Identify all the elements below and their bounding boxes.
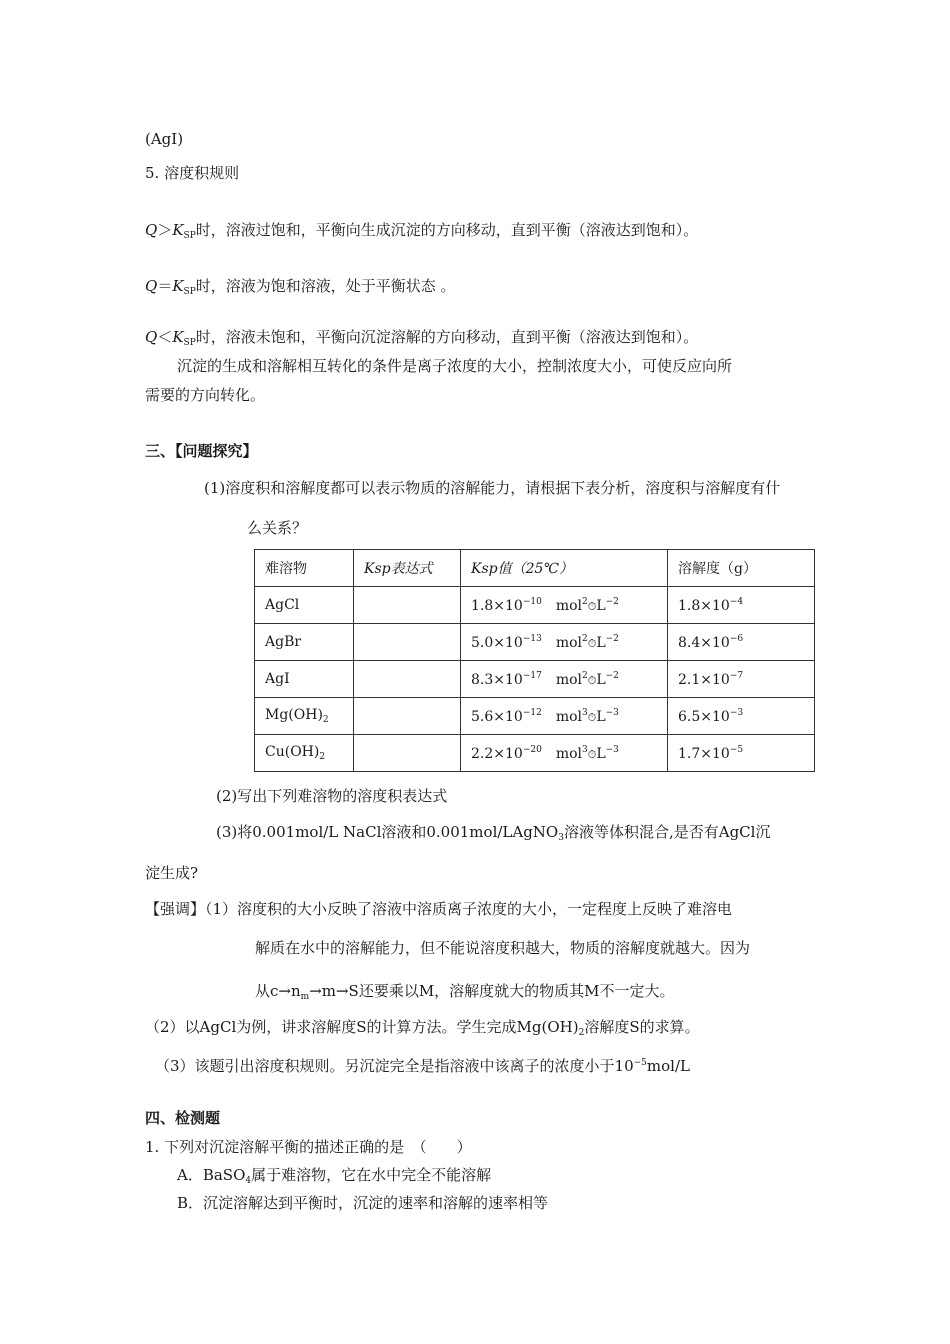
- cell-substance: $Cu(OH)_2$: [255, 735, 354, 772]
- header-solubility: 溶解度（g）: [668, 550, 815, 587]
- cell-ksp: $5.0\times 10^{-13}$ $mol^2⏱L^{-2}$: [461, 624, 668, 661]
- cell-substance: AgCl: [255, 587, 354, 624]
- rule-equal: $Q=K_{SP}$时，溶液为饱和溶液，处于平衡状态 。: [145, 277, 456, 297]
- rule-less: $Q<K_{SP}$时，溶液未饱和，平衡向沉淀溶解的方向移动，直到平衡（溶液达到饱和）。: [145, 328, 699, 348]
- clock-icon: ⏱: [587, 637, 597, 650]
- clock-icon: ⏱: [587, 600, 597, 613]
- clock-icon: ⏱: [587, 674, 597, 687]
- table-row: [255, 661, 815, 698]
- test-question-1: 1. 下列对沉淀溶解平衡的描述正确的是 （ ）: [145, 1138, 472, 1156]
- question-3: (3)将0.001mol/L NaCl溶液和0.001mol/LAgNO$_3$溶液等体积混合,是否有AgCl沉: [216, 823, 771, 843]
- cell-solubility: $6.5\times 10^{-3}$: [668, 698, 815, 735]
- cell-substance: AgI: [255, 661, 354, 698]
- option-a: A．BaSO$_4$属于难溶物，它在水中完全不能溶解: [177, 1166, 492, 1186]
- solubility-table: [254, 549, 815, 772]
- cell-ksp: $1.8\times 10^{-10}$ $mol^2⏱L^{-2}$: [461, 587, 668, 624]
- question-1b: 么关系？: [247, 519, 308, 537]
- table-row: [255, 624, 815, 661]
- cell-solubility: $1.8\times 10^{-4}$: [668, 587, 815, 624]
- question-2: (2)写出下列难溶物的溶度积表达式: [216, 787, 448, 805]
- cell-substance: $Mg(OH)_2$: [255, 698, 354, 735]
- heading-5: 5. 溶度积规则: [145, 164, 240, 182]
- agi-label: (AgI): [145, 130, 184, 148]
- table-header-row: [255, 550, 815, 587]
- cell-expression: [354, 698, 461, 735]
- clock-icon: ⏱: [587, 711, 597, 724]
- clock-icon: ⏱: [587, 748, 597, 761]
- emphasis-3: （3）该题引出溶度积规则。另沉淀完全是指溶液中该离子的浓度小于$10^{-5}mol/L$: [155, 1057, 690, 1075]
- cell-ksp: $5.6\times 10^{-12}$ $mol^3⏱L^{-3}$: [461, 698, 668, 735]
- cell-solubility: $1.7\times 10^{-5}$: [668, 735, 815, 772]
- cell-expression: [354, 661, 461, 698]
- cell-solubility: $2.1\times 10^{-7}$: [668, 661, 815, 698]
- cell-solubility: $8.4\times 10^{-6}$: [668, 624, 815, 661]
- option-b: B．沉淀溶解达到平衡时，沉淀的速率和溶解的速率相等: [177, 1194, 549, 1212]
- question-1: (1)溶度积和溶解度都可以表示物质的溶解能力，请根据下表分析，溶度积与溶解度有什: [204, 479, 781, 497]
- table-row: [255, 587, 815, 624]
- header-ksp-value: Ksp值（25℃）: [461, 550, 668, 587]
- question-3b: 淀生成?: [145, 864, 199, 882]
- cell-ksp: $8.3\times 10^{-17}$ $mol^2⏱L^{-2}$: [461, 661, 668, 698]
- emphasis-1: 【强调】（1）溶度积的大小反映了溶液中溶质离子浓度的大小，一定程度上反映了难溶电: [145, 900, 733, 918]
- emphasis-1b: 解质在水中的溶解能力，但不能说溶度积越大，物质的溶解度就越大。因为: [255, 939, 751, 957]
- table-row: [255, 735, 815, 772]
- paragraph-1b: 需要的方向转化。: [145, 386, 266, 404]
- cell-expression: [354, 587, 461, 624]
- table-row: [255, 698, 815, 735]
- header-substance: 难溶物: [255, 550, 354, 587]
- cell-ksp: $2.2\times 10^{-20}$ $mol^3⏱L^{-3}$: [461, 735, 668, 772]
- section-3-heading: 三、【问题探究】: [145, 442, 258, 460]
- emphasis-1c: 从$c\to n_m\to m\to S$还要乘以M，溶解度就大的物质其M不一定大。: [255, 982, 675, 1002]
- cell-substance: AgBr: [255, 624, 354, 661]
- rule-greater: $Q>K_{SP}$时，溶液过饱和，平衡向生成沉淀的方向移动，直到平衡（溶液达到饱和）。: [145, 221, 699, 241]
- emphasis-2: （2）以AgCl为例，讲求溶解度S的计算方法。学生完成$Mg(OH)_2$溶解度S的求算。: [145, 1018, 700, 1038]
- section-4-heading: 四、检测题: [145, 1109, 221, 1127]
- cell-expression: [354, 624, 461, 661]
- header-ksp-expression: Ksp表达式: [354, 550, 461, 587]
- cell-expression: [354, 735, 461, 772]
- paragraph-1: 沉淀的生成和溶解相互转化的条件是离子浓度的大小，控制浓度大小，可使反应向所: [177, 357, 733, 375]
